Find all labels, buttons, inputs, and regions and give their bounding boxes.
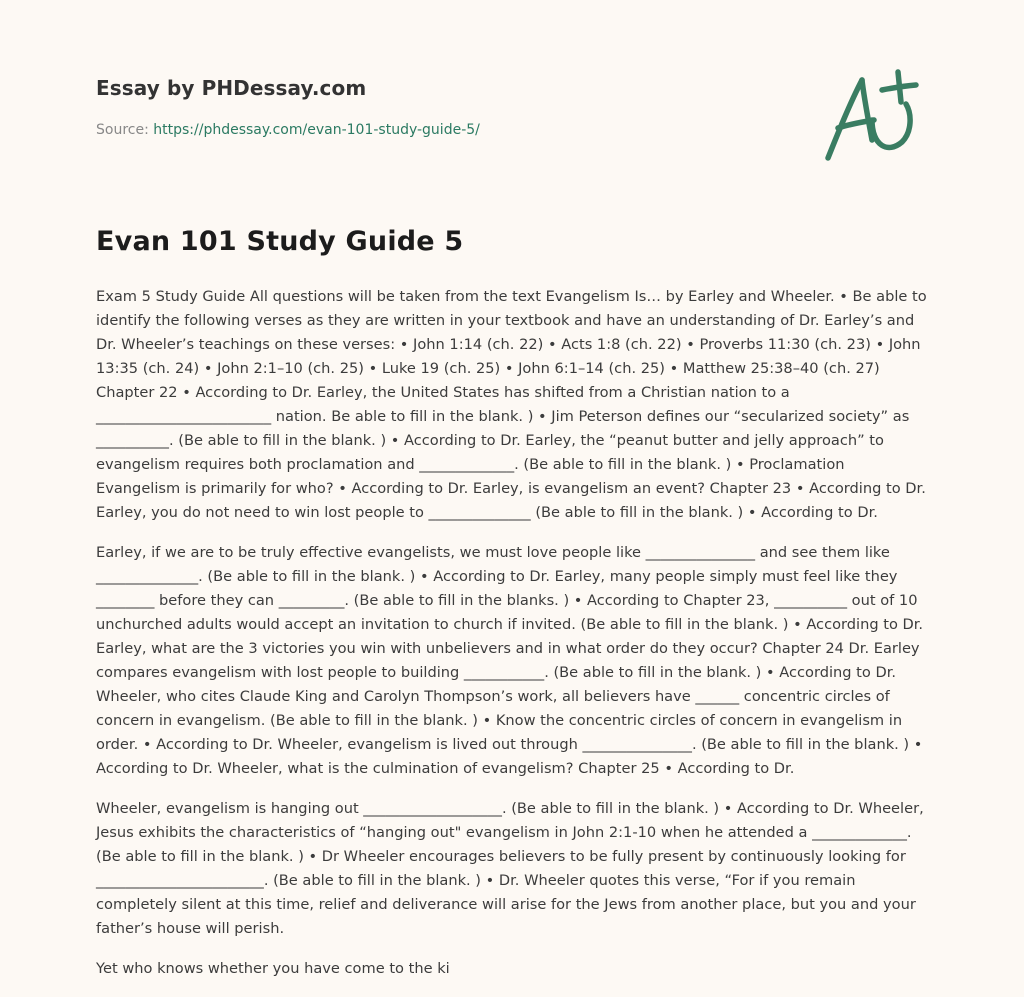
article-paragraph: Earley, if we are to be truly effective evangelists, we must love people like _______________ and see them like ______________. (Be able to fill in the blank. ) • According to Dr. Earley, many people simply must feel like they ________ before they can _________. (Be able to fill in the blanks. ) • According to Chapter 23, __________ out of 10 unchurched adults would accept an invitation to church if invited. (Be able to fill in the blank. ) • According to Dr. Earley, what are the 3 victories you win with unbelievers and in what order do they occur? Chapter 24 Dr. Earley compares evangelism with lost people to building ___________. (Be able to fill in the blank. ) • According to Dr. Wheeler, who cites Claude King and Carolyn Thompson’s work, all believers have ______ concentric circles of concern in evangelism. (Be able to fill in the blank. ) • Know the concentric circles of concern in evangelism in order. • According to Dr. Wheeler, evangelism is lived out through _______________. (Be able to fill in the blank. ) • According to Dr. Wheeler, what is the culmination of evangelism? Chapter 25 • According to Dr. — [96, 544, 924, 777]
source-line — [96, 122, 796, 138]
source-link[interactable]: https://phdessay.com/evan-101-study-guide-5/ — [153, 122, 480, 138]
site-title: Essay by PHDessay.com — [96, 76, 367, 100]
source-label: Source: — [96, 122, 149, 138]
page-header — [96, 76, 796, 138]
article-paragraph: Wheeler, evangelism is hanging out ___________________. (Be able to fill in the blank. ) • According to Dr. Wheeler, Jesus exhibits the characteristics of “hanging out" evangelism in John 2:1-10 when he attended a _____________. (Be able to fill in the blank. ) • Dr Wheeler encourages believers to be fully present by continuously looking for _______________________. (Be able to fill in the blank. ) • Dr. Wheeler quotes this verse, “For if you remain completely silent at this time, relief and deliverance will arise for the Jews from another place, but you and your father’s house will perish. — [96, 800, 924, 937]
article-title: Evan 101 Study Guide 5 — [96, 226, 464, 257]
article-body — [96, 285, 930, 997]
a-plus-grade-icon — [820, 68, 930, 168]
article-paragraph: Yet who knows whether you have come to the ki — [96, 960, 450, 977]
article-paragraph: Exam 5 Study Guide All questions will be taken from the text Evangelism Is… by Earley and Wheeler. • Be able to identify the following verses as they are written in your textbook and have an understanding of Dr. Earley’s and Dr. Wheeler’s teachings on these verses: • John 1:14 (ch. 22) • Acts 1:8 (ch. 22) • Proverbs 11:30 (ch. 23) • John 13:35 (ch. 24) • John 2:1–10 (ch. 25) • Luke 19 (ch. 25) • John 6:1–14 (ch. 25) • Matthew 25:38–40 (ch. 27) Chapter 22 • According to Dr. Earley, the United States has shifted from a Christian nation to a ________________________ nation. Be able to fill in the blank. ) • Jim Peterson defines our “secularized society” as __________. (Be able to fill in the blank. ) • According to Dr. Earley, the “peanut butter and jelly approach” to evangelism requires both proclamation and _____________. (Be able to fill in the blank. ) • Proclamation Evangelism is primarily for who? • According to Dr. Earley, is evangelism an event? Chapter 23 • According to Dr. Earley, you do not need to win lost people to ______________ (Be able to fill in the blank. ) • According to Dr. — [96, 288, 927, 521]
